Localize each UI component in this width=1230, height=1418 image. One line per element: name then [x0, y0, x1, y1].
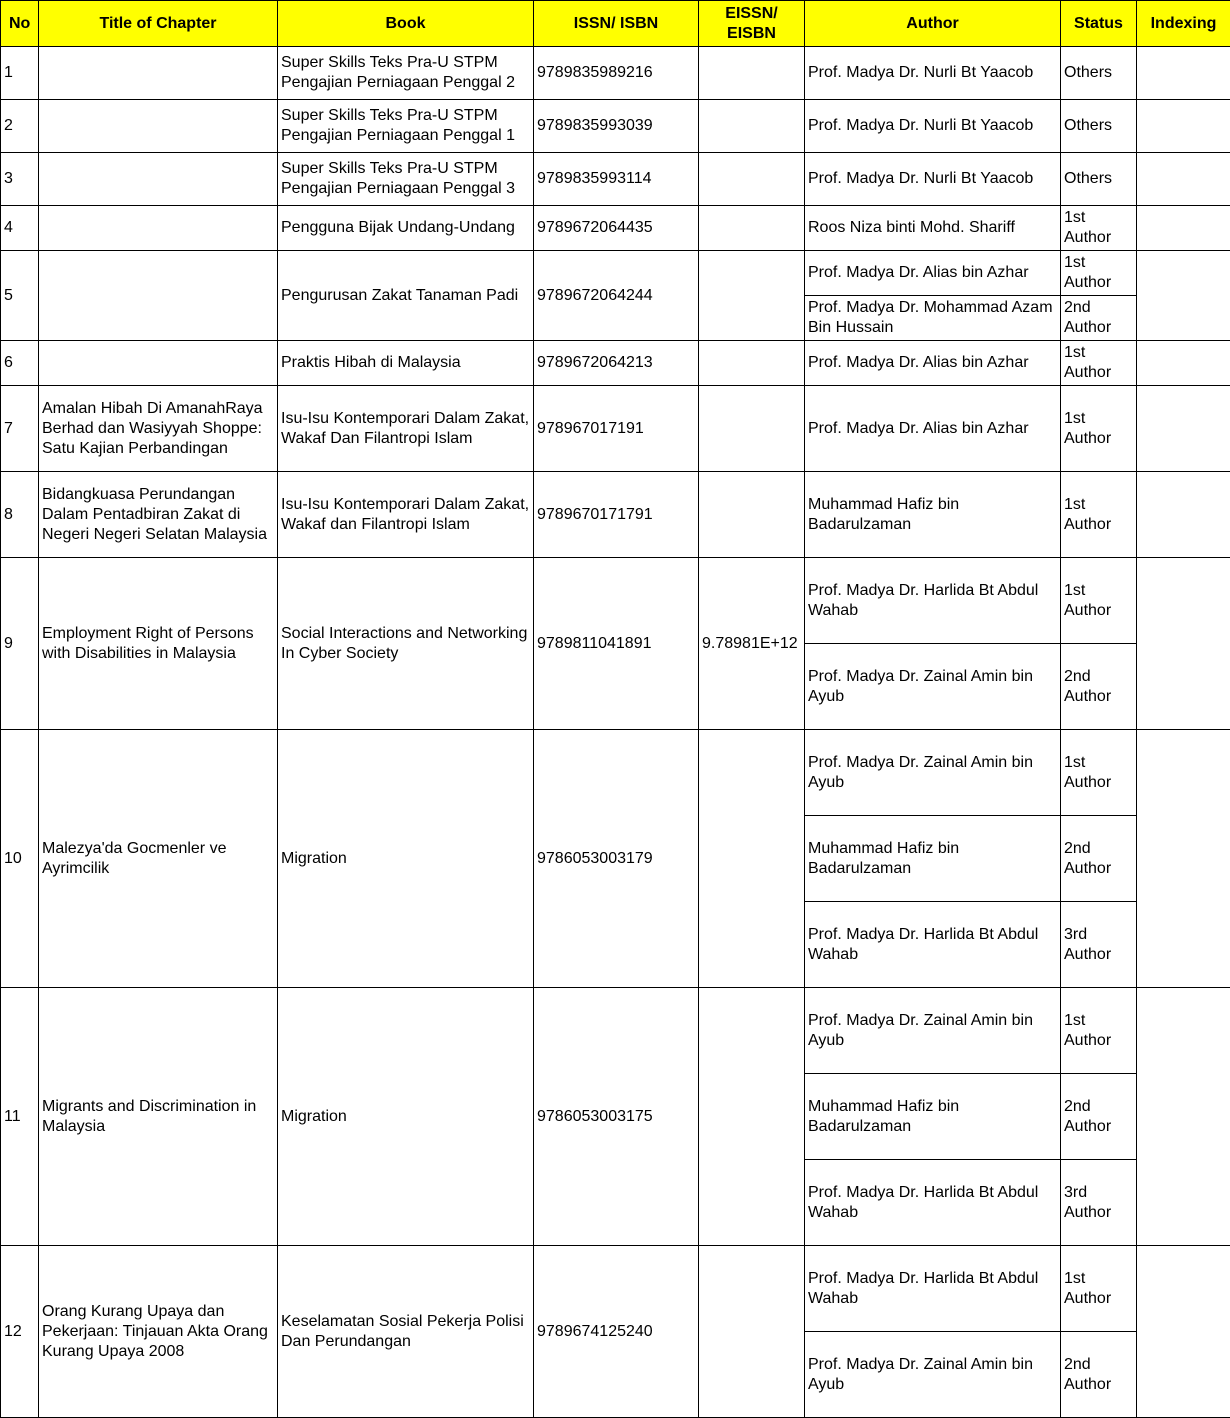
status-cell: 2nd Author: [1061, 644, 1137, 730]
author-cell: Muhammad Hafiz bin Badarulzaman: [805, 472, 1061, 558]
indexing-cell: [1137, 386, 1230, 472]
status-cell: 1st Author: [1061, 206, 1137, 251]
author-cell: Prof. Madya Dr. Zainal Amin bin Ayub: [805, 1332, 1061, 1418]
isbn-cell: 9789835993114: [534, 153, 699, 206]
table-row: [1, 1246, 1230, 1332]
author-cell: Prof. Madya Dr. Nurli Bt Yaacob: [805, 100, 1061, 153]
status-cell: 1st Author: [1061, 341, 1137, 386]
row-number: 8: [1, 472, 39, 558]
author-cell: Prof. Madya Dr. Nurli Bt Yaacob: [805, 47, 1061, 100]
status-cell: 2nd Author: [1061, 1332, 1137, 1418]
status-cell: 3rd Author: [1061, 902, 1137, 988]
book-cell: Keselamatan Sosial Pekerja Polisi Dan Perundangan: [278, 1246, 534, 1418]
status-cell: 1st Author: [1061, 386, 1137, 472]
table-row: [1, 386, 1230, 472]
isbn-cell: 9789835989216: [534, 47, 699, 100]
author-cell: Prof. Madya Dr. Alias bin Azhar: [805, 251, 1061, 296]
author-cell: Prof. Madya Dr. Harlida Bt Abdul Wahab: [805, 558, 1061, 644]
status-cell: 3rd Author: [1061, 1160, 1137, 1246]
row-number: 12: [1, 1246, 39, 1418]
chapter-title-cell: [39, 153, 278, 206]
header-no: No: [1, 1, 39, 47]
table-row: [1, 153, 1230, 206]
chapter-title-cell: Employment Right of Persons with Disabilities in Malaysia: [39, 558, 278, 730]
header-status: Status: [1061, 1, 1137, 47]
book-cell: Pengguna Bijak Undang-Undang: [278, 206, 534, 251]
eissn-cell: [699, 206, 805, 251]
isbn-cell: 9789670171791: [534, 472, 699, 558]
row-number: 5: [1, 251, 39, 341]
indexing-cell: [1137, 558, 1230, 730]
row-number: 9: [1, 558, 39, 730]
status-cell: 2nd Author: [1061, 1074, 1137, 1160]
isbn-cell: 9789835993039: [534, 100, 699, 153]
author-cell: Prof. Madya Dr. Zainal Amin bin Ayub: [805, 730, 1061, 816]
indexing-cell: [1137, 472, 1230, 558]
header-indexing: Indexing: [1137, 1, 1230, 47]
author-cell: Prof. Madya Dr. Zainal Amin bin Ayub: [805, 988, 1061, 1074]
row-number: 7: [1, 386, 39, 472]
book-cell: Super Skills Teks Pra-U STPM Pengajian Perniagaan Penggal 1: [278, 100, 534, 153]
author-cell: Prof. Madya Dr. Nurli Bt Yaacob: [805, 153, 1061, 206]
chapter-title-cell: Bidangkuasa Perundangan Dalam Pentadbiran Zakat di Negeri Negeri Selatan Malaysia: [39, 472, 278, 558]
status-cell: Others: [1061, 100, 1137, 153]
table-body: [1, 47, 1230, 1418]
header-row: [1, 1, 1230, 47]
header-author: Author: [805, 1, 1061, 47]
header-title-of-chapter: Title of Chapter: [39, 1, 278, 47]
book-cell: Isu-Isu Kontemporari Dalam Zakat, Wakaf Dan Filantropi Islam: [278, 386, 534, 472]
chapter-title-cell: [39, 47, 278, 100]
isbn-cell: 9789672064435: [534, 206, 699, 251]
eissn-cell: [699, 730, 805, 988]
book-cell: Super Skills Teks Pra-U STPM Pengajian Perniagaan Penggal 2: [278, 47, 534, 100]
status-cell: Others: [1061, 47, 1137, 100]
chapter-title-cell: Malezya'da Gocmenler ve Ayrimcilik: [39, 730, 278, 988]
header-eissn-eisbn: EISSN/ EISBN: [699, 1, 805, 47]
indexing-cell: [1137, 47, 1230, 100]
author-cell: Prof. Madya Dr. Harlida Bt Abdul Wahab: [805, 1246, 1061, 1332]
book-cell: Super Skills Teks Pra-U STPM Pengajian Perniagaan Penggal 3: [278, 153, 534, 206]
row-number: 1: [1, 47, 39, 100]
indexing-cell: [1137, 251, 1230, 341]
indexing-cell: [1137, 153, 1230, 206]
chapter-title-cell: [39, 251, 278, 341]
author-cell: Muhammad Hafiz bin Badarulzaman: [805, 816, 1061, 902]
book-cell: Migration: [278, 730, 534, 988]
isbn-cell: 9789811041891: [534, 558, 699, 730]
row-number: 11: [1, 988, 39, 1246]
author-cell: Prof. Madya Dr. Mohammad Azam Bin Hussain: [805, 296, 1061, 341]
table-row: [1, 341, 1230, 386]
author-cell: Prof. Madya Dr. Harlida Bt Abdul Wahab: [805, 1160, 1061, 1246]
author-cell: Prof. Madya Dr. Harlida Bt Abdul Wahab: [805, 902, 1061, 988]
table-row: [1, 558, 1230, 644]
book-cell: Pengurusan Zakat Tanaman Padi: [278, 251, 534, 341]
eissn-cell: 9.78981E+12: [699, 558, 805, 730]
row-number: 6: [1, 341, 39, 386]
book-cell: Isu-Isu Kontemporari Dalam Zakat, Wakaf dan Filantropi Islam: [278, 472, 534, 558]
isbn-cell: 9789672064244: [534, 251, 699, 341]
isbn-cell: 9786053003175: [534, 988, 699, 1246]
isbn-cell: 978967017191: [534, 386, 699, 472]
author-cell: Prof. Madya Dr. Zainal Amin bin Ayub: [805, 644, 1061, 730]
isbn-cell: 9786053003179: [534, 730, 699, 988]
row-number: 10: [1, 730, 39, 988]
chapter-title-cell: Orang Kurang Upaya dan Pekerjaan: Tinjauan Akta Orang Kurang Upaya 2008: [39, 1246, 278, 1418]
indexing-cell: [1137, 1246, 1230, 1418]
author-cell: Roos Niza binti Mohd. Shariff: [805, 206, 1061, 251]
status-cell: 1st Author: [1061, 1246, 1137, 1332]
status-cell: 1st Author: [1061, 251, 1137, 296]
status-cell: 1st Author: [1061, 472, 1137, 558]
indexing-cell: [1137, 988, 1230, 1246]
row-number: 2: [1, 100, 39, 153]
table-row: [1, 988, 1230, 1074]
status-cell: Others: [1061, 153, 1137, 206]
table-row: [1, 100, 1230, 153]
indexing-cell: [1137, 730, 1230, 988]
status-cell: 2nd Author: [1061, 296, 1137, 341]
status-cell: 1st Author: [1061, 988, 1137, 1074]
indexing-cell: [1137, 100, 1230, 153]
chapter-title-cell: [39, 100, 278, 153]
indexing-cell: [1137, 341, 1230, 386]
eissn-cell: [699, 386, 805, 472]
eissn-cell: [699, 153, 805, 206]
isbn-cell: 9789672064213: [534, 341, 699, 386]
table-row: [1, 251, 1230, 296]
eissn-cell: [699, 472, 805, 558]
indexing-cell: [1137, 206, 1230, 251]
eissn-cell: [699, 251, 805, 341]
status-cell: 2nd Author: [1061, 816, 1137, 902]
eissn-cell: [699, 988, 805, 1246]
header-book: Book: [278, 1, 534, 47]
eissn-cell: [699, 1246, 805, 1418]
chapter-title-cell: [39, 341, 278, 386]
book-cell: Migration: [278, 988, 534, 1246]
status-cell: 1st Author: [1061, 558, 1137, 644]
chapter-title-cell: Migrants and Discrimination in Malaysia: [39, 988, 278, 1246]
chapter-title-cell: [39, 206, 278, 251]
row-number: 3: [1, 153, 39, 206]
status-cell: 1st Author: [1061, 730, 1137, 816]
author-cell: Prof. Madya Dr. Alias bin Azhar: [805, 341, 1061, 386]
eissn-cell: [699, 341, 805, 386]
table-row: [1, 730, 1230, 816]
table-row: [1, 472, 1230, 558]
chapter-title-cell: Amalan Hibah Di AmanahRaya Berhad dan Wasiyyah Shoppe: Satu Kajian Perbandingan: [39, 386, 278, 472]
header-issn-isbn: ISSN/ ISBN: [534, 1, 699, 47]
book-cell: Social Interactions and Networking In Cyber Society: [278, 558, 534, 730]
table-row: [1, 47, 1230, 100]
table-row: [1, 206, 1230, 251]
author-cell: Prof. Madya Dr. Alias bin Azhar: [805, 386, 1061, 472]
isbn-cell: 9789674125240: [534, 1246, 699, 1418]
eissn-cell: [699, 100, 805, 153]
eissn-cell: [699, 47, 805, 100]
book-cell: Praktis Hibah di Malaysia: [278, 341, 534, 386]
row-number: 4: [1, 206, 39, 251]
author-cell: Muhammad Hafiz bin Badarulzaman: [805, 1074, 1061, 1160]
